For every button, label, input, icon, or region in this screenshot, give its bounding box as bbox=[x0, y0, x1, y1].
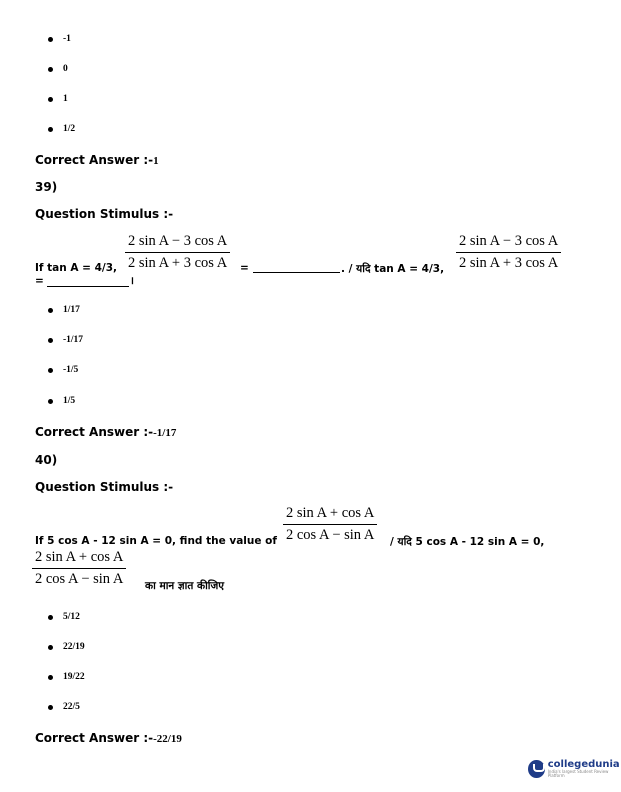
option-text: 22/19 bbox=[63, 642, 85, 652]
fraction-expression bbox=[283, 505, 377, 544]
equals-sign: = bbox=[240, 262, 249, 274]
bullet-icon bbox=[48, 338, 53, 343]
bullet-icon bbox=[48, 37, 53, 42]
correct-answer bbox=[35, 421, 176, 440]
fraction-denominator: 2 sin A + 3 cos A bbox=[459, 255, 559, 271]
question-number: 39) bbox=[35, 180, 58, 194]
option-text: 0 bbox=[63, 64, 68, 74]
fraction-numerator: 2 sin A + cos A bbox=[283, 505, 377, 525]
logo-text bbox=[548, 760, 621, 778]
bullet-icon bbox=[48, 67, 53, 72]
list-item bbox=[48, 610, 80, 624]
graduation-cap-icon bbox=[528, 760, 545, 778]
bullet-icon bbox=[48, 127, 53, 132]
bullet-icon bbox=[48, 675, 53, 680]
list-item bbox=[48, 363, 78, 377]
list-item bbox=[48, 700, 80, 714]
correct-answer bbox=[35, 149, 159, 168]
option-text: 1/17 bbox=[63, 305, 80, 315]
fraction-expression bbox=[32, 549, 126, 588]
correct-answer-label: Correct Answer :- bbox=[35, 153, 154, 167]
answer-blank bbox=[253, 271, 340, 273]
fraction-denominator: 2 cos A − sin A bbox=[35, 571, 124, 587]
collegedunia-logo bbox=[528, 760, 621, 778]
question-stimulus-label: Question Stimulus :- bbox=[35, 480, 174, 494]
equals-sign: = bbox=[35, 275, 44, 287]
bullet-icon bbox=[48, 399, 53, 404]
option-text: 1/5 bbox=[63, 396, 76, 406]
question-text-hindi: . / यदि tan A = 4/3, bbox=[341, 263, 445, 275]
bullet-icon bbox=[48, 97, 53, 102]
hindi-full-stop: । bbox=[130, 275, 134, 287]
correct-answer-label: Correct Answer :- bbox=[35, 425, 154, 439]
list-item bbox=[48, 32, 71, 46]
list-item bbox=[48, 670, 85, 684]
logo-tagline: India's largest Student Review Platform bbox=[547, 769, 609, 778]
question-text-hindi-end: का मान ज्ञात कीजिए bbox=[145, 580, 225, 592]
list-item bbox=[48, 333, 83, 347]
fraction-denominator: 2 cos A − sin A bbox=[286, 527, 375, 543]
bullet-icon bbox=[48, 368, 53, 373]
correct-answer bbox=[35, 727, 182, 746]
fraction-numerator: 2 sin A + cos A bbox=[32, 549, 126, 569]
list-item bbox=[48, 640, 85, 654]
fraction-expression bbox=[125, 233, 230, 272]
list-item bbox=[48, 303, 80, 317]
correct-answer-value: -22/19 bbox=[153, 733, 182, 745]
answer-blank bbox=[47, 285, 129, 287]
question-text-prefix: If tan A = 4/3, bbox=[35, 262, 118, 274]
option-text: -1 bbox=[63, 34, 71, 44]
fraction-numerator: 2 sin A − 3 cos A bbox=[456, 233, 561, 253]
question-number: 40) bbox=[35, 453, 58, 467]
list-item bbox=[48, 92, 68, 106]
fraction-expression bbox=[456, 233, 561, 272]
fraction-denominator: 2 sin A + 3 cos A bbox=[128, 255, 228, 271]
question-text-prefix: If 5 cos A - 12 sin A = 0, find the value of bbox=[35, 535, 277, 547]
bullet-icon bbox=[48, 705, 53, 710]
logo-name: collegedunia bbox=[547, 759, 620, 770]
bullet-icon bbox=[48, 645, 53, 650]
correct-answer-value: 1 bbox=[153, 155, 159, 167]
question-text-hindi: / यदि 5 cos A - 12 sin A = 0, bbox=[390, 536, 545, 548]
question-stimulus-label: Question Stimulus :- bbox=[35, 207, 174, 221]
correct-answer-label: Correct Answer :- bbox=[35, 731, 154, 745]
option-text: 5/12 bbox=[63, 612, 80, 622]
correct-answer-value: -1/17 bbox=[153, 427, 177, 439]
option-text: -1/5 bbox=[63, 365, 79, 375]
bullet-icon bbox=[48, 308, 53, 313]
option-text: 19/22 bbox=[63, 672, 85, 682]
list-item bbox=[48, 62, 68, 76]
option-text: 1/2 bbox=[63, 124, 76, 134]
option-text: 1 bbox=[63, 94, 68, 104]
bullet-icon bbox=[48, 615, 53, 620]
option-text: -1/17 bbox=[63, 335, 84, 345]
list-item bbox=[48, 122, 75, 136]
list-item bbox=[48, 394, 75, 408]
fraction-numerator: 2 sin A − 3 cos A bbox=[125, 233, 230, 253]
option-text: 22/5 bbox=[63, 702, 80, 712]
